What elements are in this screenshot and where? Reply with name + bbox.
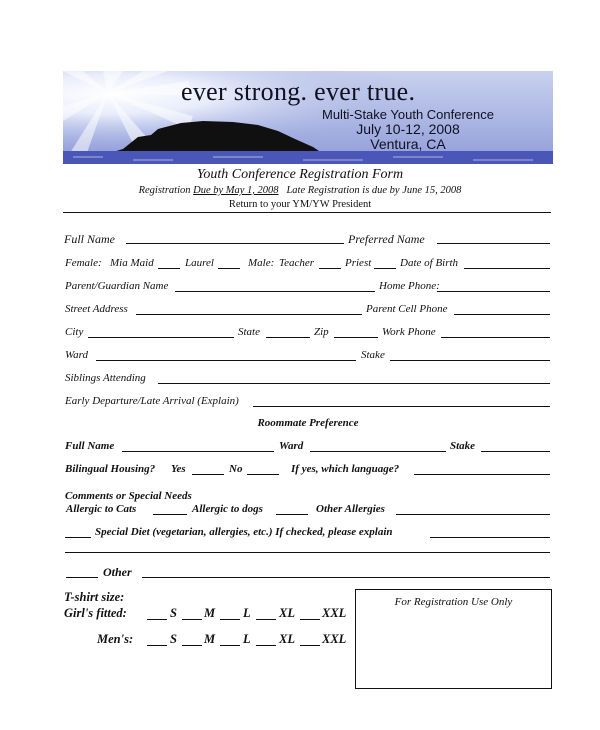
special-diet-field[interactable] (430, 537, 550, 538)
girls-xl-label: XL (279, 606, 295, 620)
special-diet-checkbox[interactable] (65, 537, 91, 538)
mens-xl-label: XL (279, 632, 295, 646)
home-phone-label: Home Phone: (379, 280, 440, 292)
mia-maid-label: Mia Maid (110, 257, 154, 269)
early-departure-field[interactable] (253, 406, 550, 407)
stake-label: Stake (361, 349, 385, 361)
girls-m-label: M (204, 606, 216, 620)
mens-xl-checkbox[interactable] (256, 645, 276, 646)
priest-checkbox[interactable] (374, 268, 396, 269)
laurel-checkbox[interactable] (218, 268, 240, 269)
girls-s-label: S (170, 606, 177, 620)
state-field[interactable] (266, 337, 310, 338)
girls-s-checkbox[interactable] (147, 619, 167, 620)
other-checkbox[interactable] (66, 577, 98, 578)
roommate-ward-label: Ward (279, 440, 304, 452)
girls-l-checkbox[interactable] (220, 619, 240, 620)
special-diet-line-2[interactable] (65, 552, 550, 553)
girls-l-label: L (243, 606, 251, 620)
siblings-field[interactable] (158, 383, 550, 384)
banner-conference-name: Multi-Stake Youth Conference (322, 107, 494, 122)
parent-guardian-label: Parent/Guardian Name (65, 280, 169, 292)
registration-use-only-label: For Registration Use Only (394, 596, 513, 608)
roommate-heading: Roommate Preference (257, 417, 359, 429)
language-field[interactable] (414, 474, 550, 475)
teacher-checkbox[interactable] (319, 268, 341, 269)
girls-xxl-checkbox[interactable] (300, 619, 320, 620)
parent-cell-field[interactable] (454, 314, 550, 315)
bilingual-yes-label: Yes (171, 463, 186, 475)
girls-xxl-label: XXL (322, 606, 347, 620)
mens-xxl-checkbox[interactable] (300, 645, 320, 646)
return-instructions: Return to your YM/YW President (228, 199, 372, 210)
stake-field[interactable] (390, 360, 550, 361)
registration-use-only-box (355, 589, 552, 689)
roommate-ward-field[interactable] (310, 451, 446, 452)
mens-m-label: M (204, 632, 216, 646)
tshirt-heading: T-shirt size: (64, 590, 125, 604)
allergic-dogs-label: Allergic to dogs (192, 503, 263, 515)
date-of-birth-field[interactable] (464, 268, 550, 269)
other-label: Other (103, 565, 132, 579)
mens-l-label: L (243, 632, 251, 646)
bilingual-yes-checkbox[interactable] (192, 474, 224, 475)
parent-guardian-field[interactable] (175, 291, 375, 292)
mens-xxl-label: XXL (322, 632, 347, 646)
registration-label: Registration (138, 185, 191, 196)
allergic-dogs-checkbox[interactable] (276, 514, 308, 515)
other-allergies-field[interactable] (396, 514, 550, 515)
work-phone-field[interactable] (441, 337, 550, 338)
parent-cell-label: Parent Cell Phone (366, 303, 448, 315)
roommate-stake-label: Stake (450, 440, 476, 452)
priest-label: Priest (345, 257, 372, 269)
special-needs-heading: Comments or Special Needs (65, 490, 192, 502)
registration-deadline (0, 185, 600, 196)
mens-l-checkbox[interactable] (220, 645, 240, 646)
siblings-label: Siblings Attending (65, 372, 146, 384)
work-phone-label: Work Phone (382, 326, 436, 338)
roommate-full-name-field[interactable] (122, 451, 274, 452)
mens-label: Men's: (97, 632, 134, 646)
zip-field[interactable] (334, 337, 378, 338)
city-label: City (65, 326, 84, 338)
girls-m-checkbox[interactable] (182, 619, 202, 620)
header-divider (63, 212, 551, 213)
late-registration: Late Registration is due by June 15, 2008 (286, 185, 462, 196)
ward-field[interactable] (96, 360, 356, 361)
conference-banner (63, 71, 553, 164)
female-label: Female: (65, 257, 102, 269)
other-allergies-label: Other Allergies (316, 503, 385, 515)
street-address-label: Street Address (65, 303, 128, 315)
banner-slogan: ever strong. ever true. (181, 77, 416, 106)
roommate-stake-field[interactable] (481, 451, 550, 452)
bilingual-no-label: No (229, 463, 243, 475)
teacher-label: Teacher (279, 257, 315, 269)
allergic-cats-label: Allergic to Cats (66, 503, 137, 515)
mens-s-checkbox[interactable] (147, 645, 167, 646)
male-label: Male: (248, 257, 275, 269)
mens-m-checkbox[interactable] (182, 645, 202, 646)
bilingual-label: Bilingual Housing? (65, 463, 156, 475)
banner-subtitle (263, 107, 553, 152)
laurel-label: Laurel (185, 257, 214, 269)
allergic-cats-checkbox[interactable] (153, 514, 187, 515)
form-title: Youth Conference Registration Form (196, 167, 404, 182)
special-diet-label: Special Diet (vegetarian, allergies, etc.) If checked, please explain (95, 526, 393, 538)
preferred-name-label: Preferred Name (348, 232, 425, 246)
street-address-field[interactable] (136, 314, 362, 315)
city-field[interactable] (88, 337, 234, 338)
due-date: Due by May 1, 2008 (193, 185, 279, 196)
ward-label: Ward (65, 349, 89, 361)
other-field[interactable] (142, 577, 550, 578)
zip-label: Zip (314, 326, 329, 338)
home-phone-field[interactable] (437, 291, 550, 292)
roommate-full-name-label: Full Name (65, 440, 115, 452)
banner-location: Ventura, CA (370, 136, 446, 152)
full-name-label: Full Name (64, 232, 115, 246)
date-of-birth-label: Date of Birth (400, 257, 459, 269)
girls-fitted-label: Girl's fitted: (64, 606, 127, 620)
girls-xl-checkbox[interactable] (256, 619, 276, 620)
bilingual-no-checkbox[interactable] (247, 474, 279, 475)
language-label: If yes, which language? (291, 463, 400, 475)
full-name-field[interactable] (126, 243, 344, 244)
state-label: State (238, 326, 260, 338)
mens-s-label: S (170, 632, 177, 646)
preferred-name-field[interactable] (437, 243, 550, 244)
mia-maid-checkbox[interactable] (158, 268, 180, 269)
banner-dates: July 10-12, 2008 (356, 121, 460, 137)
early-departure-label: Early Departure/Late Arrival (Explain) (65, 395, 239, 407)
